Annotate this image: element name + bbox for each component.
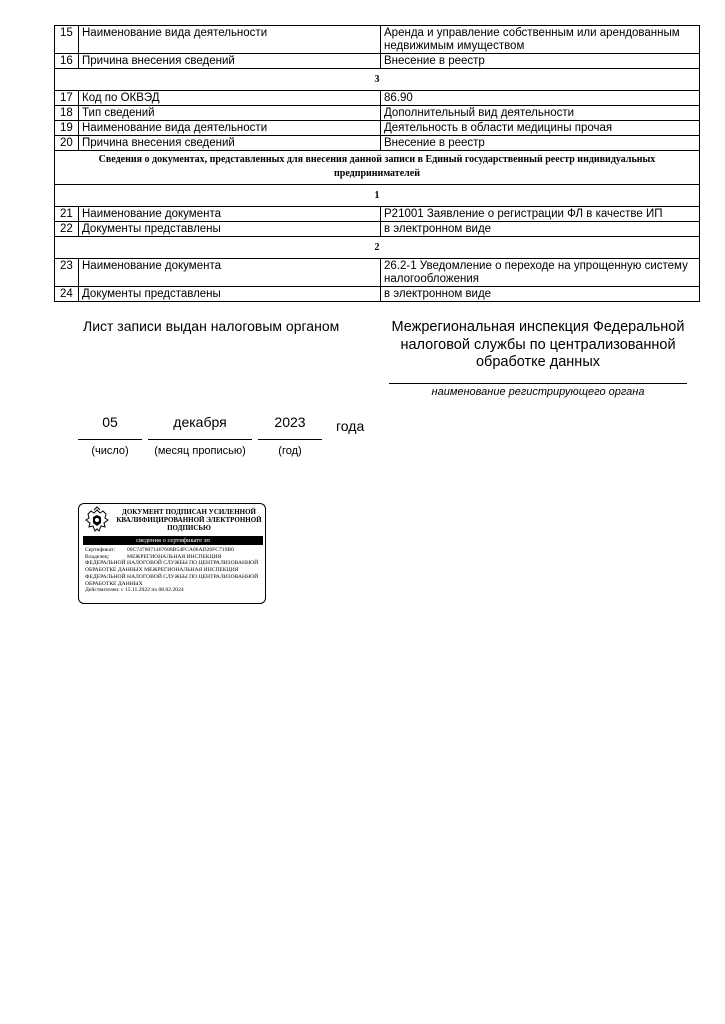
coat-of-arms-emblem-icon xyxy=(82,506,112,536)
documents-heading: Сведения о документах, представленных для внесения данной записи в Единый государственный реестр индивидуальных предпринимателей xyxy=(55,151,700,185)
table-row xyxy=(55,259,700,287)
date-month: декабря xyxy=(173,414,227,430)
authority-name: Межрегиональная инспекция Федеральной налоговой службы по централизованной обработке данных xyxy=(391,319,685,370)
signature-stamp xyxy=(78,503,266,604)
row-number: 18 xyxy=(55,106,79,121)
table-row xyxy=(55,222,700,237)
section-number: 2 xyxy=(55,237,700,259)
row-number: 15 xyxy=(55,26,79,54)
field-name: Наименование вида деятельности xyxy=(79,26,381,54)
stamp-title: ДОКУМЕНТ ПОДПИСАН УСИЛЕННОЙ КВАЛИФИЦИРОВАННОЙ ЭЛЕКТРОННОЙ ПОДПИСЬЮ xyxy=(116,508,262,532)
date-goda-label: года xyxy=(336,418,365,434)
stamp-cert-line xyxy=(85,547,263,554)
field-name: Наименование документа xyxy=(79,207,381,222)
stamp-cert-value: 00C7478071467688B54FCA06AD26FC719B0 xyxy=(127,547,234,553)
section-number: 3 xyxy=(55,69,700,91)
section-row xyxy=(55,69,700,91)
field-name: Наименование документа xyxy=(79,259,381,287)
date-day: 05 xyxy=(102,414,118,430)
stamp-cert-label: Сертификат: xyxy=(85,547,116,553)
field-name: Тип сведений xyxy=(79,106,381,121)
heading-row xyxy=(55,151,700,185)
date-day-caption: (число) xyxy=(91,445,129,457)
table-row xyxy=(55,287,700,302)
field-value: Р21001 Заявление о регистрации ФЛ в качестве ИП xyxy=(381,207,700,222)
table-row xyxy=(55,136,700,151)
field-value: 26.2-1 Уведомление о переходе на упрощенную систему налогообложения xyxy=(381,259,700,287)
row-number: 21 xyxy=(55,207,79,222)
field-value: Деятельность в области медицины прочая xyxy=(381,121,700,136)
field-value: Дополнительный вид деятельности xyxy=(381,106,700,121)
row-number: 16 xyxy=(55,54,79,69)
field-value: 86.90 xyxy=(381,91,700,106)
row-number: 17 xyxy=(55,91,79,106)
section-number: 1 xyxy=(55,185,700,207)
registry-table xyxy=(54,25,700,302)
field-name: Наименование вида деятельности xyxy=(79,121,381,136)
table-row xyxy=(55,121,700,136)
date-month-caption: (месяц прописью) xyxy=(154,445,246,457)
stamp-owner-label: Владелец: xyxy=(85,553,110,560)
table-row xyxy=(55,54,700,69)
row-number: 23 xyxy=(55,259,79,287)
stamp-valid-value: с 15.11.2022 по 08.02.2024 xyxy=(121,587,184,594)
field-name: Документы представлены xyxy=(79,287,381,302)
field-value: Внесение в реестр xyxy=(381,54,700,69)
table-row xyxy=(55,26,700,54)
section-row xyxy=(55,237,700,259)
date-month-underline xyxy=(148,439,252,440)
stamp-owner-value: МЕЖРЕГИОНАЛЬНАЯ ИНСПЕКЦИЯ ФЕДЕРАЛЬНОЙ НАЛОГОВОЙ СЛУЖБЫ ПО ЦЕНТРАЛИЗОВАННОЙ ОБРАБОТКЕ ДАННЫХ МЕЖРЕГИОНАЛЬНАЯ ИНСПЕКЦИЯ ФЕДЕРАЛЬНОЙ НАЛОГОВОЙ СЛУЖБЫ ПО ЦЕНТРАЛИЗОВАННОЙ ОБРАБОТКЕ ДАННЫХ xyxy=(85,553,259,587)
stamp-details xyxy=(85,547,263,594)
field-value: Аренда и управление собственным или арендованным недвижимым имуществом xyxy=(381,26,700,54)
authority-caption: наименование регистрирующего органа xyxy=(431,386,645,398)
field-name: Документы представлены xyxy=(79,222,381,237)
date-year-caption: (год) xyxy=(278,445,302,457)
date-day-underline xyxy=(78,439,142,440)
date-year: 2023 xyxy=(274,414,306,430)
row-number: 20 xyxy=(55,136,79,151)
row-number: 24 xyxy=(55,287,79,302)
table-row xyxy=(55,91,700,106)
field-value: Внесение в реестр xyxy=(381,136,700,151)
stamp-certificate-bar: сведения о сертификате эп xyxy=(83,536,263,545)
stamp-valid-line xyxy=(85,587,263,594)
row-number: 19 xyxy=(55,121,79,136)
field-name: Код по ОКВЭД xyxy=(79,91,381,106)
stamp-valid-label: Действителен: xyxy=(85,587,120,594)
stamp-owner-line xyxy=(85,554,263,588)
field-name: Причина внесения сведений xyxy=(79,136,381,151)
table-row xyxy=(55,106,700,121)
date-year-underline xyxy=(258,439,322,440)
authority-underline xyxy=(389,383,687,384)
field-name: Причина внесения сведений xyxy=(79,54,381,69)
sheet-issued-label: Лист записи выдан налоговым органом xyxy=(83,318,340,334)
table-row xyxy=(55,207,700,222)
row-number: 22 xyxy=(55,222,79,237)
field-value: в электронном виде xyxy=(381,222,700,237)
section-row xyxy=(55,185,700,207)
field-value: в электронном виде xyxy=(381,287,700,302)
